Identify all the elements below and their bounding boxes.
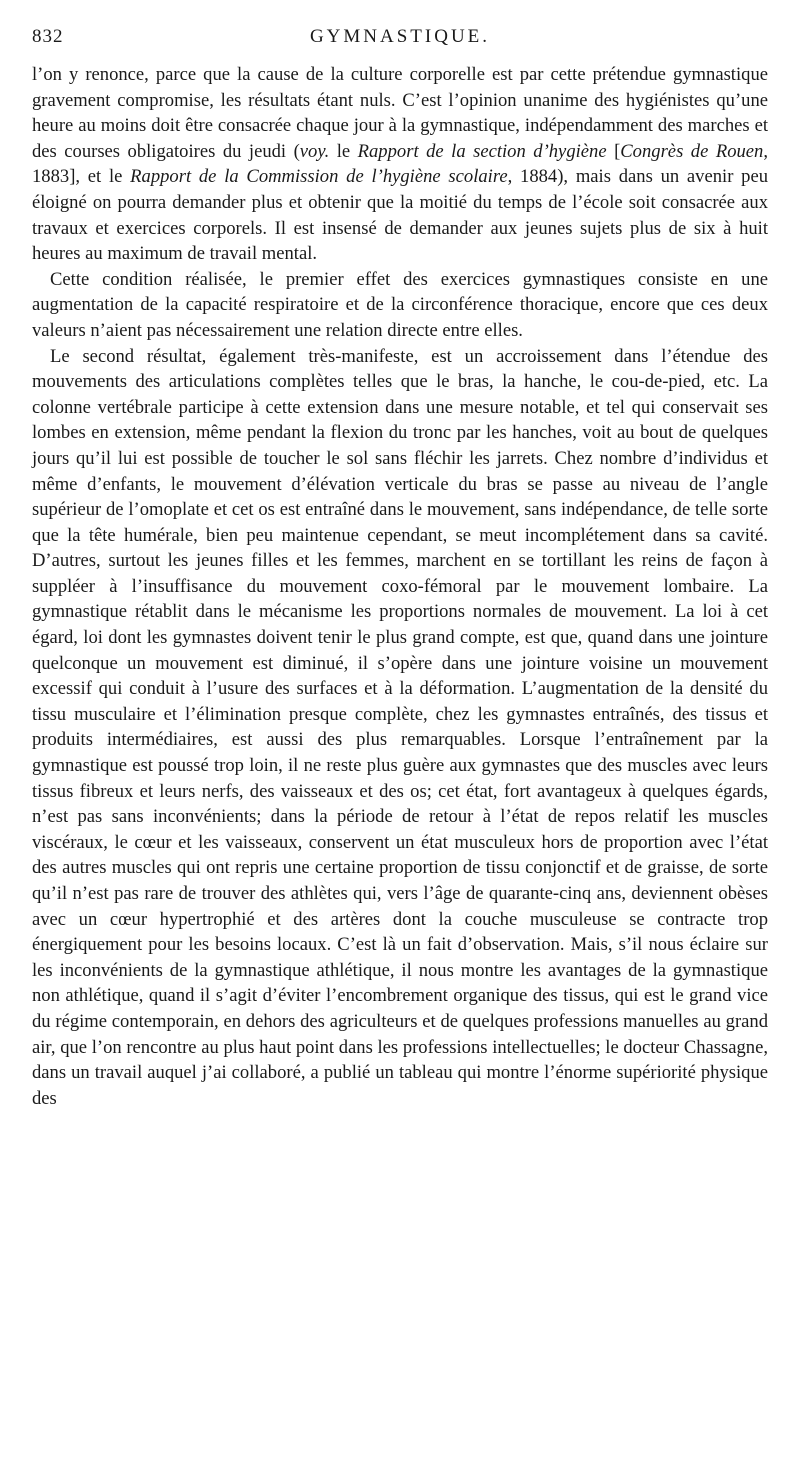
page-number: 832 [32, 26, 64, 47]
paragraph-1 [32, 62, 768, 267]
text-run: [ [606, 140, 621, 162]
text-run: Cette condition réalisée, le premier effet des exercices gymnastiques consiste en une augmentation de la capacité respiratoire et de la circonférence thoracique, encore que ces deux valeurs n’aient pas nécessairement une relation directe entre elles. [32, 268, 768, 341]
text-run: l’on y renonce, parce que la cause de la culture corporelle est par cette prétendue gymnastique gravement compromise, les résultats étant nuls. C’est l’opinion unanime des hygiénistes qu’une heure au moins doit être consacrée chaque jour à la gymnastique, indépendamment des marches et des courses obligatoires du jeudi ( [32, 64, 768, 162]
body-text [32, 62, 768, 1111]
running-head [32, 26, 768, 54]
running-title: GYMNASTIQUE. [309, 26, 491, 47]
text-run: , 1884), mais dans un avenir peu éloigné on pourra demander plus et obtenir que la moitié du temps de l’école soit consacrée aux travaux et exercices corporels. Il est insensé de demander aux jeunes sujets plus de six à huit heures au maximum de travail mental. [32, 166, 768, 265]
page [32, 26, 768, 1111]
italic-text-run: Rapport de la section d’hygiène [357, 140, 607, 162]
text-run: , 1883], et le [32, 140, 769, 188]
italic-text-run: voy. [299, 140, 330, 162]
text-run: Le second résultat, également très-manifeste, est un accroissement dans l’étendue des mouvements des articulations complètes telles que le bras, la hanche, le cou-de-pied, etc. La colonne vertébrale participe à cette extension dans une mesure notable, et tel qui conservait ses lombes en extension, même pendant la flexion du tronc par les hanches, voit au bout de quelques jours qu’il lui est possible de toucher le sol sans fléchir les jarrets. Chez nombre d’individus et même d’enfants, le mouvement d’élévation verticale du bras se passe au niveau de l’angle supérieur de l’omoplate et cet os est entraîné dans le mouvement, sans indépendance, de telle sorte que la tête humérale, bien peu maintenue cependant, se meut incomplétement dans sa cavité. D’autres, surtout les jeunes filles et les femmes, marchent en se tortillant les reins de façon à suppléer à l’insuffisance du mouvement coxo-fémoral par le mouvement lombaire. La gymnastique rétablit dans le mécanisme les proportions normales de mouvement. La loi à cet égard, loi dont les gymnastes doivent tenir le plus grand compte, est que, quand dans une jointure quelconque un mouvement est diminué, il s’opère dans une jointure voisine un mouvement excessif qui conduit à l’usure des surfaces et à la déformation. L’augmentation de la densité du tissu musculaire et l’élimination presque complète, chez les gymnastes entraînés, des tissus et produits intermédiaires, est aussi des plus remarquables. Lorsque l’entraînement par la gymnastique est poussé trop loin, il ne reste plus guère aux gymnastes que des muscles avec leurs tissus fibreux et leurs nerfs, des vaisseaux et des os; cet état, fort avantageux à quelques égards, n’est pas sans inconvénients; dans la période de retour à l’état de repos relatif les muscles viscéraux, le cœur et les vaisseaux, conservent un état musculeux hors de proportion avec l’état des autres muscles qui ont repris une certaine proportion de tissu conjonctif et de graisse, de sorte qu’il n’est pas rare de trouver des athlètes qui, vers l’âge de quarante-cinq ans, deviennent obèses avec un cœur hypertrophié et des artères dont la couche musculeuse se contracte trop énergiquement pour les besoins locaux. C’est là un fait d’observation. Mais, s’il nous éclaire sur les inconvénients de la gymnastique athlétique, il nous montre les avantages de la gymnastique non athlétique, quand il s’agit d’éviter l’encombrement organique des tissus, qui est le grand vice du régime contemporain, en dehors des agriculteurs et de quelques professions manuelles au grand air, que l’on rencontre au plus haut point dans les professions intellectuelles; le docteur Chassagne, dans un travail auquel j’ai collaboré, a publié un tableau qui montre l’énorme supériorité physique des [32, 345, 768, 1109]
text-run: le [329, 140, 358, 162]
italic-text-run: Congrès de Rouen [620, 140, 764, 162]
paragraph-3 [32, 344, 768, 1112]
italic-text-run: Rapport de la Commission de l’hygiène scolaire [130, 166, 508, 188]
paragraph-2 [32, 267, 768, 344]
